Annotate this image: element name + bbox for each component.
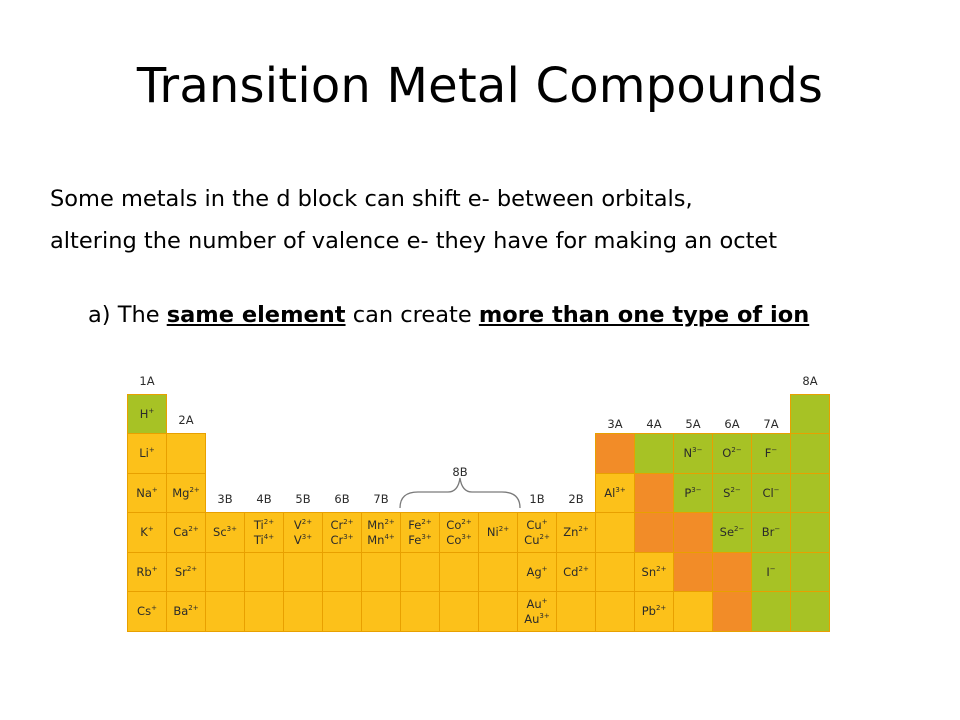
ion-label <box>526 597 547 612</box>
ion-symbol: Cu <box>524 532 540 547</box>
ion-charge: − <box>771 446 778 455</box>
element-cell <box>244 591 284 632</box>
ion-label <box>254 533 274 548</box>
ion-symbol: Sr <box>174 564 187 579</box>
group-header-3b: 3B <box>217 492 233 506</box>
element-cell <box>556 591 596 632</box>
ion-label <box>140 407 155 422</box>
ion-charge: 2+ <box>188 525 199 534</box>
element-cell <box>478 512 518 553</box>
group-header-2b: 2B <box>568 492 584 506</box>
element-cell <box>673 473 713 513</box>
ion-charge: 3+ <box>461 532 472 541</box>
element-cell <box>361 512 401 553</box>
ion-charge: 3+ <box>615 485 626 494</box>
element-cell <box>673 552 713 592</box>
ion-symbol: H <box>139 406 149 421</box>
ion-charge: + <box>147 525 154 534</box>
ion-charge: + <box>151 604 157 613</box>
group-header-4b: 4B <box>256 492 272 506</box>
ion-symbol: Mn <box>367 532 385 547</box>
element-cell <box>790 394 830 434</box>
ion-charge: 3− <box>692 446 703 455</box>
ion-label <box>446 518 471 533</box>
ion-label <box>175 565 197 580</box>
ion-label <box>684 486 701 501</box>
ion-charge: 2− <box>731 446 742 455</box>
ion-label <box>563 525 589 540</box>
element-cell <box>283 512 323 553</box>
element-cell <box>127 433 167 474</box>
ion-symbol: P <box>684 485 692 500</box>
element-cell <box>595 512 635 553</box>
element-cell <box>283 552 323 592</box>
ion-label <box>487 525 509 540</box>
ion-symbol: K <box>140 525 148 539</box>
ion-label <box>254 518 274 533</box>
group-header-6a: 6A <box>724 417 740 431</box>
element-cell <box>361 591 401 632</box>
ion-charge: 2+ <box>186 564 198 573</box>
ion-charge: 2+ <box>301 517 313 526</box>
group-header-2a: 2A <box>178 413 194 427</box>
ion-label <box>173 604 198 619</box>
ion-label <box>723 486 741 501</box>
element-cell <box>400 552 440 592</box>
ion-symbol: S <box>723 485 731 500</box>
element-cell <box>127 591 167 632</box>
element-cell <box>400 591 440 632</box>
element-cell <box>595 552 635 592</box>
ion-charge: + <box>151 485 158 494</box>
group-header-7a: 7A <box>763 417 779 431</box>
ion-label <box>408 518 431 533</box>
ion-charge: 3+ <box>539 611 550 620</box>
ion-label <box>137 604 157 619</box>
ion-charge: 2+ <box>656 564 667 573</box>
ion-symbol: V <box>293 532 302 547</box>
ion-label <box>294 533 312 548</box>
element-cell <box>712 433 752 474</box>
element-cell <box>634 473 674 513</box>
group-header-8a: 8A <box>802 374 818 388</box>
ion-symbol: Cr <box>330 517 344 532</box>
ion-charge: 3+ <box>226 525 237 534</box>
ion-label <box>762 525 781 540</box>
element-cell <box>790 591 830 632</box>
ion-charge: 2+ <box>498 525 510 534</box>
ion-symbol: Zn <box>563 525 579 539</box>
element-cell <box>751 552 791 592</box>
element-cell <box>322 591 362 632</box>
ion-symbol: Au <box>524 611 540 626</box>
ion-charge: 2− <box>730 485 741 494</box>
element-cell <box>322 552 362 592</box>
ion-symbol: Co <box>446 532 462 547</box>
ion-label <box>330 518 353 533</box>
element-cell <box>439 512 479 553</box>
ion-symbol: O <box>722 446 732 460</box>
ion-symbol: Au <box>526 596 542 611</box>
ion-symbol: Cl <box>762 485 774 500</box>
element-cell <box>127 552 167 592</box>
ion-charge: 2+ <box>384 517 395 526</box>
ion-charge: − <box>774 525 781 534</box>
element-cell <box>595 473 635 513</box>
ion-label <box>136 486 158 501</box>
group-header-1b: 1B <box>529 492 545 506</box>
ion-charge: 4+ <box>384 532 395 541</box>
slide-title: Transition Metal Compounds <box>136 58 824 114</box>
ion-label <box>139 446 154 461</box>
element-cell <box>751 591 791 632</box>
element-cell <box>790 552 830 592</box>
ion-symbol: Se <box>719 525 735 539</box>
element-cell <box>166 552 206 592</box>
element-cell <box>127 473 167 513</box>
ion-label <box>367 533 395 548</box>
element-cell <box>556 512 596 553</box>
ion-charge: + <box>541 564 548 573</box>
ion-charge: 2+ <box>421 517 432 526</box>
ion-label <box>330 533 353 548</box>
element-cell <box>712 591 752 632</box>
body-text-line-1: Some metals in the d block can shift e- between orbitals, <box>50 186 693 212</box>
element-cell <box>595 591 635 632</box>
ion-label <box>684 446 703 461</box>
element-cell <box>712 552 752 592</box>
ion-label <box>526 518 547 533</box>
ion-symbol: Cs <box>137 604 152 618</box>
ion-label <box>136 565 157 580</box>
element-cell <box>205 512 245 553</box>
group-header-7b: 7B <box>373 492 389 506</box>
ion-symbol: Mn <box>367 517 385 532</box>
ion-charge: 3− <box>691 485 702 494</box>
ion-label <box>722 446 741 461</box>
element-cell <box>127 512 167 553</box>
element-cell <box>205 552 245 592</box>
ion-symbol: Ag <box>526 564 542 579</box>
ion-label <box>172 486 200 501</box>
element-cell <box>361 552 401 592</box>
ion-charge: 4+ <box>263 532 275 541</box>
element-cell <box>790 473 830 513</box>
ion-charge: + <box>541 596 548 605</box>
element-cell <box>517 512 557 553</box>
element-cell <box>127 394 167 434</box>
ion-charge: 2+ <box>189 485 200 494</box>
point-underline-2: more than one type of ion <box>478 302 810 328</box>
ion-label <box>563 565 589 580</box>
group-header-4a: 4A <box>646 417 662 431</box>
element-cell <box>673 433 713 474</box>
group-header-8b: 8B <box>452 465 468 479</box>
ion-charge: − <box>773 485 780 494</box>
ion-label <box>524 612 549 627</box>
ion-symbol: Mg <box>172 485 190 500</box>
ion-charge: 2+ <box>539 532 550 541</box>
group-header-5a: 5A <box>685 417 701 431</box>
element-cell <box>166 591 206 632</box>
element-cell <box>322 512 362 553</box>
ion-charge: + <box>148 406 155 415</box>
element-cell <box>634 591 674 632</box>
element-cell <box>751 512 791 553</box>
element-cell <box>673 591 713 632</box>
group-header-6b: 6B <box>334 492 350 506</box>
ion-symbol: Fe <box>408 517 422 532</box>
element-cell <box>439 552 479 592</box>
ion-label <box>446 533 471 548</box>
ion-symbol: N <box>683 446 693 460</box>
ion-symbol: Ni <box>486 525 499 539</box>
ion-label <box>367 518 395 533</box>
ion-charge: 2+ <box>578 564 589 573</box>
ion-symbol: F <box>764 446 772 460</box>
ion-symbol: Cd <box>563 564 579 579</box>
element-cell <box>166 433 206 474</box>
ion-symbol: V <box>293 517 302 532</box>
element-cell <box>205 591 245 632</box>
element-cell <box>166 512 206 553</box>
ion-charge: 2+ <box>578 525 589 534</box>
ion-symbol: Cr <box>330 532 344 547</box>
ion-charge: 2+ <box>188 604 199 613</box>
ion-symbol: Na <box>136 485 152 500</box>
ion-label <box>765 446 778 461</box>
point-prefix: a) The <box>88 302 167 328</box>
ion-charge: 3+ <box>301 532 313 541</box>
ion-charge: 2+ <box>263 517 275 526</box>
group-header-3a: 3A <box>607 417 623 431</box>
element-cell <box>712 473 752 513</box>
ion-symbol: Ti <box>253 517 264 532</box>
ion-charge: 2+ <box>655 604 667 613</box>
ion-symbol: Fe <box>408 532 422 547</box>
ion-label <box>408 533 431 548</box>
ion-charge: − <box>769 564 776 573</box>
ion-label <box>524 533 550 548</box>
element-cell <box>517 552 557 592</box>
ion-charge: + <box>148 446 155 455</box>
ion-symbol: Rb <box>136 564 152 579</box>
ion-label <box>173 525 198 540</box>
ion-symbol: Al <box>604 485 616 500</box>
element-cell <box>244 512 284 553</box>
element-cell <box>556 552 596 592</box>
ion-symbol: Li <box>139 446 149 460</box>
group-header-5b: 5B <box>295 492 311 506</box>
ion-label <box>642 604 667 619</box>
ion-symbol: Sn <box>641 564 657 579</box>
element-cell <box>751 433 791 474</box>
element-cell <box>478 552 518 592</box>
ion-symbol: Ba <box>173 604 189 618</box>
ion-label <box>213 525 237 540</box>
element-cell <box>790 433 830 474</box>
element-cell <box>439 591 479 632</box>
ion-label <box>140 525 153 540</box>
ion-label <box>766 565 775 580</box>
ion-symbol: Br <box>761 525 775 539</box>
element-cell <box>400 512 440 553</box>
element-cell <box>166 473 206 513</box>
element-cell <box>751 473 791 513</box>
element-cell <box>283 591 323 632</box>
ion-label <box>526 565 547 580</box>
point-middle: can create <box>345 302 479 328</box>
ion-charge: 3+ <box>421 532 432 541</box>
ion-charge: 2− <box>734 525 745 534</box>
ion-symbol: Co <box>446 517 462 532</box>
ion-symbol: Ca <box>173 525 189 539</box>
ion-symbol: Pb <box>641 604 656 618</box>
point-underline-1: same element <box>166 302 346 328</box>
element-cell <box>244 552 284 592</box>
ion-label <box>720 525 745 540</box>
element-cell <box>790 512 830 553</box>
ion-label <box>294 518 312 533</box>
body-text-line-2: altering the number of valence e- they have for making an octet <box>50 228 778 254</box>
ion-label <box>604 486 625 501</box>
element-cell <box>517 591 557 632</box>
ion-label <box>642 565 667 580</box>
ion-symbol: Ti <box>253 532 264 547</box>
group-header-1a: 1A <box>139 374 155 388</box>
element-cell <box>478 591 518 632</box>
ion-symbol: Sc <box>213 525 227 539</box>
ion-charge: 2+ <box>343 517 354 526</box>
ion-charge: 3+ <box>343 532 354 541</box>
element-cell <box>595 433 635 474</box>
ion-symbol: Cu <box>526 517 542 532</box>
ion-charge: 2+ <box>461 517 472 526</box>
element-cell <box>712 512 752 553</box>
element-cell <box>634 512 674 553</box>
element-cell <box>634 433 674 474</box>
ion-symbol: I <box>766 564 770 579</box>
element-cell <box>634 552 674 592</box>
ion-charge: + <box>151 564 158 573</box>
ion-label <box>762 486 779 501</box>
ion-charge: + <box>541 517 548 526</box>
element-cell <box>673 512 713 553</box>
